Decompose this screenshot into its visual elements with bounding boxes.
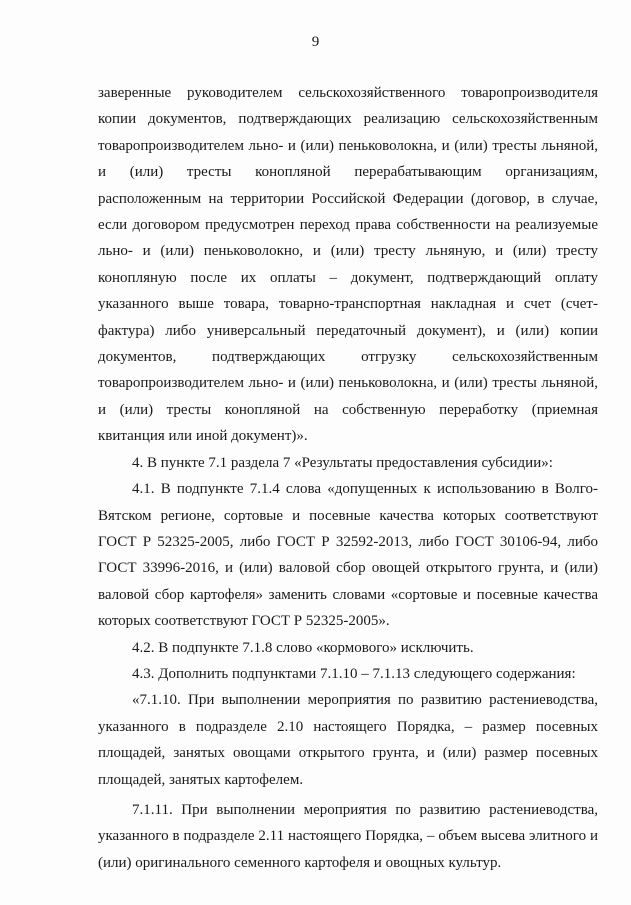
document-body xyxy=(98,80,598,876)
paragraph-subitem-7-1-10: «7.1.10. При выполнении мероприятия по развитию растениеводства, указанного в подразделе 2.10 настоящего Порядка, – размер посевных площадей, занятых овощами открытого грунта, и (или) размер посевных площадей, занятых картофелем. xyxy=(98,692,598,788)
paragraph-continuation: заверенные руководителем сельскохозяйственного товаропроизводителя копии документов, подтверждающих реализацию сельскохозяйственным товаропроизводителем льно- и (или) пеньковолокна, и (или) тресты льняной, и (или) тресты конопляной перерабатывающим организациям, расположенным на территории Российской Федерации (договор, в случае, если договором предусмотрен переход права собственности на реализуемые льно- и (или) пеньковолокно, и (или) тресту льняную, и (или) тресту конопляную после их оплаты – документ, подтверждающий оплату указанного выше товара, товарно-транспортная накладная и счет (счет-фактура) либо универсальный передаточный документ), и (или) копии документов, подтверждающих отгрузку сельскохозяйственным товаропроизводителем льно- и (или) пеньковолокна, и (или) тресты льняной, и (или) тресты конопляной на собственную переработку (приемная квитанция или иной документ)». xyxy=(98,85,598,445)
paragraph-item-4-2: 4.2. В подпункте 7.1.8 слово «кормового» исключить. xyxy=(132,639,474,656)
paragraph-item-4-1: 4.1. В подпункте 7.1.4 слова «допущенных к использованию в Волго-Вятском регионе, сортовые и посевные качества которых соответствуют ГОСТ Р 52325-2005, либо ГОСТ Р 32592-2013, либо ГОСТ 30106-94, либо ГОСТ 33996-2016, и (или) валовой сбор овощей открытого грунта, и (или) валовой сбор картофеля» заменить словами «сортовые и посевные качества которых соответствуют ГОСТ Р 52325-2005». xyxy=(98,481,598,630)
paragraph-item-4: 4. В пункте 7.1 раздела 7 «Результаты предоставления субсидии»: xyxy=(132,454,553,471)
paragraph-subitem-7-1-11: 7.1.11. При выполнении мероприятия по развитию растениеводства, указанного в подразделе 2.11 настоящего Порядка, – объем высева элитного и (или) оригинального семенного картофеля и овощных культур. xyxy=(98,801,598,871)
page-number: 9 xyxy=(311,34,320,50)
paragraph-item-4-3: 4.3. Дополнить подпунктами 7.1.10 – 7.1.13 следующего содержания: xyxy=(132,665,576,682)
